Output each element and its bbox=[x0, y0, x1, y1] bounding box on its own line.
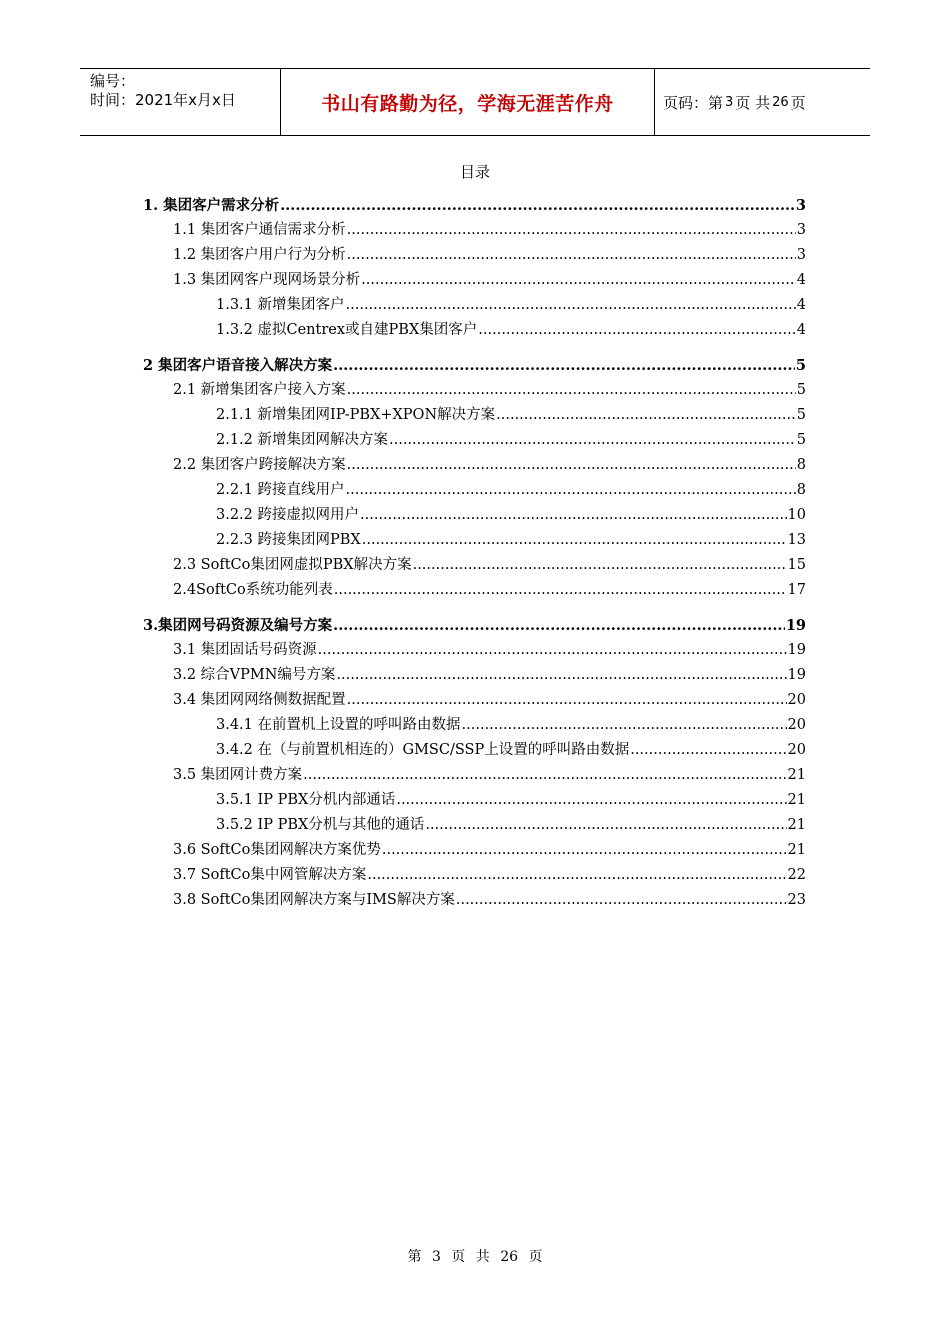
toc-entry-title: 3.2 综合VPMN编号方案 bbox=[173, 667, 336, 683]
toc-entry[interactable] bbox=[143, 553, 806, 578]
toc-entry-page: 20 bbox=[787, 692, 806, 708]
toc-title: 目录 bbox=[459, 163, 490, 181]
toc-entry-title: 3.4.2 在（与前置机相连的）GMSC/SSP上设置的呼叫路由数据 bbox=[216, 742, 630, 758]
toc-entry-page: 21 bbox=[787, 792, 806, 808]
toc-entry[interactable] bbox=[143, 218, 806, 243]
toc-entry-title: 2.4SoftCo系统功能列表 bbox=[173, 582, 333, 598]
toc-dot-leader bbox=[318, 638, 787, 663]
toc-entry-page: 19 bbox=[785, 617, 806, 634]
toc-dot-leader bbox=[347, 218, 796, 243]
toc-entry[interactable] bbox=[143, 478, 806, 503]
toc-dot-leader bbox=[478, 318, 795, 343]
toc-entry[interactable] bbox=[143, 763, 806, 788]
toc-entry-title: 1.2 集团客户用户行为分析 bbox=[173, 247, 346, 263]
toc-entry[interactable] bbox=[143, 713, 806, 738]
toc-dot-leader bbox=[496, 403, 796, 428]
toc-entry-page: 3 bbox=[796, 222, 806, 238]
toc-entry[interactable] bbox=[143, 243, 806, 268]
toc-entry[interactable] bbox=[143, 293, 806, 318]
toc-entry-page: 21 bbox=[787, 817, 806, 833]
toc-dot-leader bbox=[280, 193, 795, 218]
toc-entry[interactable] bbox=[143, 528, 806, 553]
toc-entry[interactable] bbox=[143, 403, 806, 428]
toc-entry[interactable] bbox=[143, 378, 806, 403]
toc-entry-page: 3 bbox=[795, 197, 806, 214]
toc-entry[interactable] bbox=[143, 578, 806, 603]
toc-entry-title: 2.2.1 跨接直线用户 bbox=[216, 482, 345, 498]
page-total: 26 bbox=[772, 94, 789, 110]
toc-entry[interactable] bbox=[143, 838, 806, 863]
toc-dot-leader bbox=[413, 553, 787, 578]
toc-entry-page: 5 bbox=[796, 432, 806, 448]
toc-entry-title: 3.5.1 IP PBX分机内部通话 bbox=[216, 792, 396, 808]
toc-dot-leader bbox=[347, 378, 796, 403]
toc-entry[interactable] bbox=[143, 888, 806, 913]
toc-entry-page: 5 bbox=[795, 357, 806, 374]
page-suffix: 页 bbox=[790, 93, 806, 112]
header-motto: 书山有路勤为径，学海无涯苦作舟 bbox=[281, 69, 655, 135]
toc-entry-page: 19 bbox=[787, 642, 806, 658]
toc-entry[interactable] bbox=[143, 353, 806, 378]
toc-dot-leader bbox=[382, 838, 787, 863]
toc-dot-leader bbox=[367, 863, 786, 888]
table-of-contents bbox=[143, 193, 806, 913]
toc-entry[interactable] bbox=[143, 663, 806, 688]
toc-entry[interactable] bbox=[143, 738, 806, 763]
toc-entry-title: 1.1 集团客户通信需求分析 bbox=[173, 222, 346, 238]
toc-entry-title: 2.1.1 新增集团网IP-PBX+XPON解决方案 bbox=[216, 407, 496, 423]
toc-entry-title: 3.1 集团固话号码资源 bbox=[173, 642, 317, 658]
toc-dot-leader bbox=[333, 353, 795, 378]
toc-entry-page: 3 bbox=[796, 247, 806, 263]
toc-entry-page: 4 bbox=[796, 297, 806, 313]
toc-entry-title: 1.3.1 新增集团客户 bbox=[216, 297, 345, 313]
toc-entry-title: 2.1.2 新增集团网解决方案 bbox=[216, 432, 389, 448]
toc-entry[interactable] bbox=[143, 613, 806, 638]
toc-dot-leader bbox=[456, 888, 787, 913]
toc-entry-page: 19 bbox=[787, 667, 806, 683]
toc-entry-page: 13 bbox=[787, 532, 806, 548]
header-page-indicator bbox=[655, 69, 870, 135]
toc-entry-title: 3.5.2 IP PBX分机与其他的通话 bbox=[216, 817, 425, 833]
toc-entry-page: 5 bbox=[796, 382, 806, 398]
toc-entry-title: 2.2.3 跨接集团网PBX bbox=[216, 532, 361, 548]
page-footer: 第 3 页 共 26 页 bbox=[407, 1249, 543, 1265]
toc-entry-page: 8 bbox=[796, 457, 806, 473]
toc-dot-leader bbox=[303, 763, 786, 788]
document-number-label: 编号： bbox=[90, 72, 136, 90]
toc-entry-title: 1.3 集团网客户现网场景分析 bbox=[173, 272, 361, 288]
toc-entry-title: 3.8 SoftCo集团网解决方案与IMS解决方案 bbox=[173, 892, 455, 908]
toc-entry[interactable] bbox=[143, 813, 806, 838]
toc-dot-leader bbox=[396, 788, 786, 813]
toc-entry-page: 17 bbox=[787, 582, 806, 598]
toc-dot-leader bbox=[334, 578, 787, 603]
toc-dot-leader bbox=[462, 713, 787, 738]
toc-entry-title: 3.4 集团网网络侧数据配置 bbox=[173, 692, 346, 708]
toc-entry-page: 22 bbox=[787, 867, 806, 883]
toc-entry-page: 15 bbox=[787, 557, 806, 573]
toc-entry-page: 20 bbox=[787, 717, 806, 733]
toc-entry-title: 1.3.2 虚拟Centrex或自建PBX集团客户 bbox=[216, 322, 478, 338]
toc-entry-title: 3.7 SoftCo集中网管解决方案 bbox=[173, 867, 367, 883]
header-info-cell bbox=[80, 69, 281, 135]
toc-entry-title: 1. 集团客户需求分析 bbox=[143, 197, 280, 214]
toc-entry-page: 21 bbox=[787, 767, 806, 783]
toc-entry-page: 21 bbox=[787, 842, 806, 858]
toc-entry[interactable] bbox=[143, 503, 806, 528]
toc-dot-leader bbox=[347, 453, 796, 478]
toc-dot-leader bbox=[389, 428, 796, 453]
toc-entry[interactable] bbox=[143, 453, 806, 478]
toc-entry-title: 3.5 集团网计费方案 bbox=[173, 767, 303, 783]
toc-entry-title: 2.1 新增集团客户接入方案 bbox=[173, 382, 346, 398]
toc-dot-leader bbox=[360, 503, 787, 528]
toc-entry-title: 3.4.1 在前置机上设置的呼叫路由数据 bbox=[216, 717, 461, 733]
page-prefix: 页码：第 bbox=[663, 93, 724, 112]
toc-entry-page: 4 bbox=[796, 322, 806, 338]
toc-dot-leader bbox=[361, 268, 796, 293]
toc-dot-leader bbox=[425, 813, 786, 838]
toc-entry-title: 3.集团网号码资源及编号方案 bbox=[143, 617, 333, 634]
toc-entry[interactable] bbox=[143, 193, 806, 218]
toc-dot-leader bbox=[336, 663, 786, 688]
toc-entry-title: 2.2 集团客户跨接解决方案 bbox=[173, 457, 346, 473]
toc-entry-page: 20 bbox=[787, 742, 806, 758]
toc-dot-leader bbox=[630, 738, 786, 763]
toc-entry[interactable] bbox=[143, 688, 806, 713]
toc-dot-leader bbox=[347, 243, 796, 268]
toc-entry-page: 5 bbox=[796, 407, 806, 423]
toc-entry[interactable] bbox=[143, 788, 806, 813]
page-mid: 页 共 bbox=[735, 93, 771, 112]
toc-dot-leader bbox=[347, 688, 787, 713]
toc-dot-leader bbox=[362, 528, 787, 553]
toc-entry-page: 4 bbox=[796, 272, 806, 288]
toc-entry[interactable] bbox=[143, 863, 806, 888]
toc-entry-title: 2 集团客户语音接入解决方案 bbox=[143, 357, 333, 374]
toc-entry-page: 10 bbox=[787, 507, 806, 523]
toc-dot-leader bbox=[333, 613, 785, 638]
toc-dot-leader bbox=[346, 293, 796, 318]
toc-entry-page: 23 bbox=[787, 892, 806, 908]
toc-entry-title: 3.6 SoftCo集团网解决方案优势 bbox=[173, 842, 381, 858]
toc-dot-leader bbox=[346, 478, 796, 503]
toc-entry-page: 8 bbox=[796, 482, 806, 498]
page-header bbox=[80, 68, 870, 136]
toc-entry[interactable] bbox=[143, 268, 806, 293]
toc-entry[interactable] bbox=[143, 428, 806, 453]
toc-entry-title: 2.3 SoftCo集团网虚拟PBX解决方案 bbox=[173, 557, 412, 573]
document-time-label: 时间：2021年x月x日 bbox=[90, 91, 236, 109]
toc-entry[interactable] bbox=[143, 318, 806, 343]
toc-entry[interactable] bbox=[143, 638, 806, 663]
toc-entry-title: 3.2.2 跨接虚拟网用户 bbox=[216, 507, 360, 523]
page-current: 3 bbox=[725, 94, 734, 110]
